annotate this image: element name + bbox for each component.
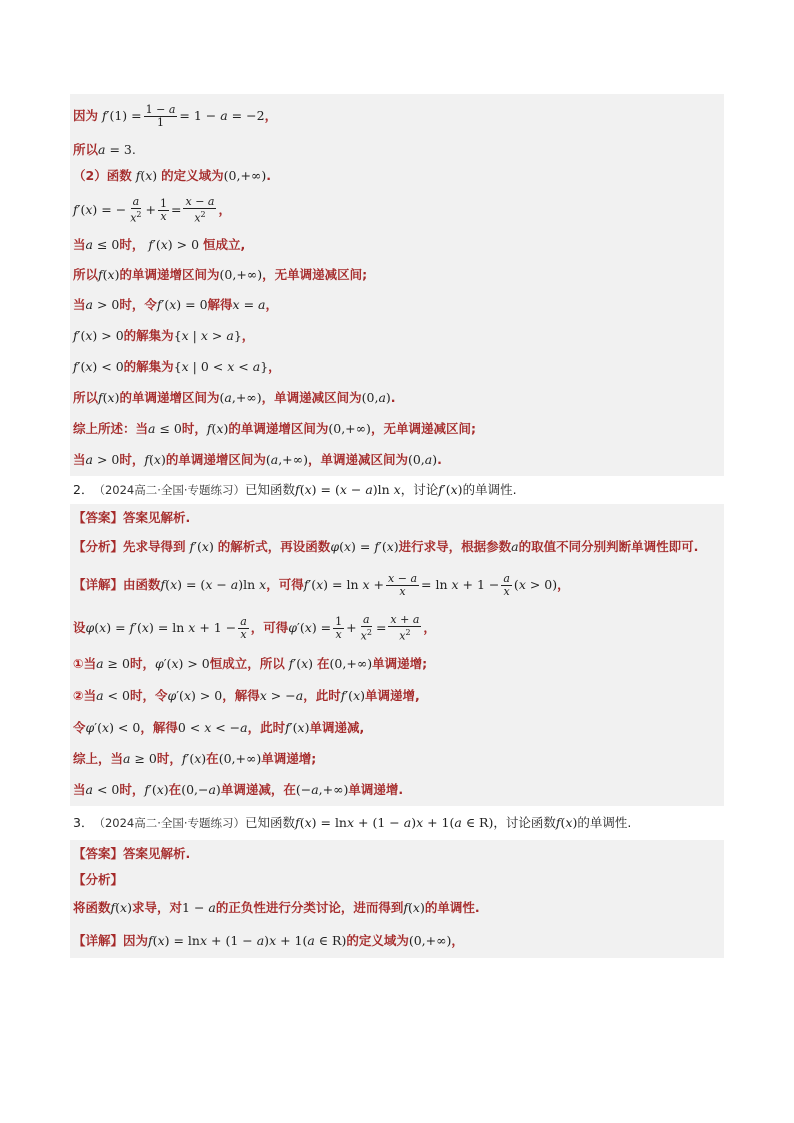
line-solution-set-neg: f′(x) < 0 的解集为 {x | 0 < x < a} ，: [73, 359, 281, 374]
math-interval: (0,a): [407, 452, 438, 467]
math-interval: (0,+∞): [328, 421, 371, 436]
math-domain: (0,+∞): [408, 933, 452, 948]
math-frac: $\frac{1 - a}{1}$: [145, 102, 176, 129]
math-fprime: f′(x): [285, 720, 310, 735]
math-cond: a > 0: [85, 297, 120, 312]
line-case-a-gt-0: 当 a > 0 时，令 f′(x) = 0 解得 x = a ，: [73, 297, 278, 312]
math-fprime-1: f′(1) =: [102, 108, 142, 123]
math-cond: a ≤ 0: [85, 237, 120, 252]
math-plus: +: [346, 620, 357, 635]
math-interval: (0,+∞): [329, 656, 373, 671]
math-function: f(x) = lnx + (1 − a)x + 1(a ∈ R): [148, 933, 347, 948]
math-fx: f(x): [403, 900, 425, 915]
math-fprime: f′(x): [144, 782, 169, 797]
math-function: f(x) = (x − a)ln x: [295, 482, 401, 497]
math-cond: a < 0: [96, 688, 130, 703]
math-frac: $\frac{a}{x}$: [240, 614, 247, 641]
math-plus: +: [145, 202, 156, 217]
math-eq: f′(x) = 0: [156, 297, 208, 312]
math-fprime: f′(x): [438, 482, 463, 497]
detail-case-2: ② 当 a < 0 时，令 φ′(x) > 0 ，解得 x > −a ，此时 f′(x) 单调递增,: [73, 688, 420, 703]
math-ineq: φ′(x) > 0: [154, 656, 210, 671]
detail-line-2: 设 φ(x) = f′(x) = ln x + 1 − $\frac{a}{x}$ ，可得 φ′(x) = $\frac{1}{x}$ + $\frac{a}{x^2}$ = $\frac{x + a}{x^2}$ ，: [73, 612, 436, 643]
math-fx: f(x): [206, 421, 229, 436]
solution-block-1: [70, 94, 724, 476]
math-fx: f(x): [98, 267, 120, 282]
math-cond: a < 0: [85, 782, 120, 797]
math-ineq: f′(x) > 0: [73, 328, 124, 343]
analysis-tag-line: 【分析】: [73, 872, 124, 887]
math-cond: a ≥ 0: [96, 656, 130, 671]
math-domain: (0,+∞): [223, 168, 267, 183]
math-frac: $\frac{a}{x^2}$: [360, 612, 372, 643]
analysis-line: 将函数 f(x) 求导，对 1 − a 的正负性进行分类讨论，进而得到 f(x) 的单调性.: [73, 900, 480, 915]
detail-case-1: ① 当 a ≥ 0 时， φ′(x) > 0 恒成立，所以 f′(x) 在 (0,+∞) 单调递增;: [73, 656, 428, 671]
math-expr: 1 − a: [182, 900, 216, 915]
math-interval: (0,+∞): [219, 267, 263, 282]
math-frac: $\frac{a}{x}$: [503, 571, 510, 598]
math-frac: $\frac{a}{x^2}$: [130, 194, 142, 225]
math-domain: (x > 0): [513, 577, 558, 592]
math-frac: $\frac{1}{x}$: [335, 614, 343, 641]
math-eq: =: [375, 620, 387, 635]
math-interval: (0,−a): [181, 782, 221, 797]
question-2-stem: 2． （2024高二·全国·专题练习） 已知函数 f(x) = (x − a)ln x ，讨论 f′(x) 的单调性.: [73, 482, 517, 497]
math-sol: 0 < x < −a: [177, 720, 248, 735]
line-solution-set-pos: f′(x) > 0 的解集为 {x | x > a} ，: [73, 328, 255, 343]
math-fx: f(x): [144, 452, 166, 467]
math-a3: a = 3.: [98, 142, 136, 157]
math-a: a: [511, 539, 519, 554]
answer-line: 【答案】 答案见解析.: [73, 510, 191, 525]
detail-case-2b: 令 φ′(x) < 0 ，解得 0 < x < −a ，此时 f′(x) 单调递减,: [73, 720, 365, 735]
math-function: f(x) = lnx + (1 − a)x + 1(a ∈ R): [295, 815, 494, 830]
line-derivative: f′(x) = − $\frac{a}{x^2}$ + $\frac{1}{x}$ = $\frac{x - a}{x^2}$ ，: [73, 194, 231, 225]
math-fx: f(x): [135, 168, 162, 183]
line-intervals-a-gt-0: 所以 f(x) 的单调递增区间为 (a,+∞) ，单调递减区间为 (0,a) .: [73, 390, 396, 405]
math-interval: (−a,+∞): [295, 782, 349, 797]
math-ineq: φ′(x) > 0: [167, 688, 223, 703]
math-cond: a ≤ 0: [148, 421, 182, 436]
math-expr: = ln x + 1 −: [421, 577, 500, 592]
math-cond: a ≥ 0: [123, 751, 157, 766]
math-interval: (a,+∞): [265, 452, 308, 467]
detail-line-1: 【详解】 由函数 f(x) = (x − a)ln x ，可得 f′(x) = ln x + $\frac{x - a}{x}$ = ln x + 1 − $\frac{a}{x}$ (x > 0) ，: [73, 571, 570, 598]
answer-line: 【答案】 答案见解析.: [73, 846, 191, 861]
math-interval: (0,+∞): [218, 751, 262, 766]
line-summary-2: 当 a > 0 时， f(x) 的单调递增区间为 (a,+∞) ，单调递减区间为 (0,a) .: [73, 452, 442, 467]
math-frac: $\frac{x - a}{x}$: [388, 571, 417, 598]
line-summary-1: 综上所述：当 a ≤ 0 时， f(x) 的单调递增区间为 (0,+∞) ，无单调递减区间;: [73, 421, 476, 436]
detail-line: 【详解】 因为 f(x) = lnx + (1 − a)x + 1(a ∈ R) 的定义域为 (0,+∞) ，: [73, 933, 464, 948]
math-frac: $\frac{x - a}{x^2}$: [185, 194, 215, 225]
math-fprime: f′(x): [340, 688, 366, 703]
math-fprime: f′(x): [288, 656, 318, 671]
line-case-a-le-0: 当 a ≤ 0 时， f′(x) > 0 恒成立,: [73, 237, 246, 252]
math-function: f(x) = (x − a)ln x: [160, 577, 267, 592]
math-root: x = a: [232, 297, 266, 312]
solution-block-3: [70, 840, 724, 958]
document-page: [70, 94, 724, 958]
solution-block-2: [70, 504, 724, 806]
question-3-stem: 3． （2024高二·全国·专题练习） 已知函数 f(x) = lnx + (1 − a)x + 1(a ∈ R) ，讨论函数 f(x) 的单调性.: [73, 815, 632, 830]
math-ineq: f′(x) > 0: [148, 237, 203, 252]
math-fprime: f′(x): [189, 539, 218, 554]
math-fx: f(x): [110, 900, 132, 915]
math-interval: (a,+∞): [219, 390, 262, 405]
math-fx: f(x): [555, 815, 578, 830]
line-fprime-1: 因为 f′(1) = $\frac{1 - a}{1}$ = 1 − a = −2 ，: [73, 102, 278, 129]
math-expr: = 1 − a = −2: [179, 108, 265, 123]
math-cond: a > 0: [85, 452, 120, 467]
math-fx: f(x): [98, 390, 120, 405]
detail-summary-1: 综上，当 a ≥ 0 时， f′(x) 在 (0,+∞) 单调递增;: [73, 751, 317, 766]
analysis-paragraph: 【分析】先求导得到 f′(x) 的解析式，再设函数φ(x) = f′(x)进行求导，根据参数a的取值不同分别判断单调性即可.: [73, 539, 699, 554]
math-frac: $\frac{1}{x}$: [160, 196, 167, 223]
math-frac: $\frac{x + a}{x^2}$: [390, 612, 420, 643]
math-sol: x > −a: [259, 688, 304, 703]
math-fprime: f′(x): [181, 751, 207, 766]
math-set: {x | 0 < x < a}: [173, 359, 269, 374]
math-phi: φ(x) = f′(x): [330, 539, 399, 554]
math-phiprime: φ′(x) =: [288, 620, 332, 635]
line-domain: （2）函数 f(x) 的定义域为 (0,+∞) .: [73, 168, 271, 183]
math-phi: φ(x) = f′(x) = ln x + 1 −: [85, 620, 237, 635]
math-fprime: f′(x) = ln x +: [303, 577, 384, 592]
math-eq: =: [171, 202, 182, 217]
math-interval: (0,a): [361, 390, 391, 405]
math-fprime: f′(x) = −: [73, 202, 127, 217]
line-a-equals-3: 所以 a = 3.: [73, 142, 136, 157]
math-ineq: f′(x) < 0: [73, 359, 124, 374]
detail-summary-2: 当 a < 0 时， f′(x) 在 (0,−a) 单调递减，在 (−a,+∞) 单调递增.: [73, 782, 404, 797]
math-set: {x | x > a}: [173, 328, 242, 343]
math-ineq: φ′(x) < 0: [85, 720, 141, 735]
line-increase-1: 所以 f(x) 的单调递增区间为 (0,+∞) ，无单调递减区间;: [73, 267, 368, 282]
